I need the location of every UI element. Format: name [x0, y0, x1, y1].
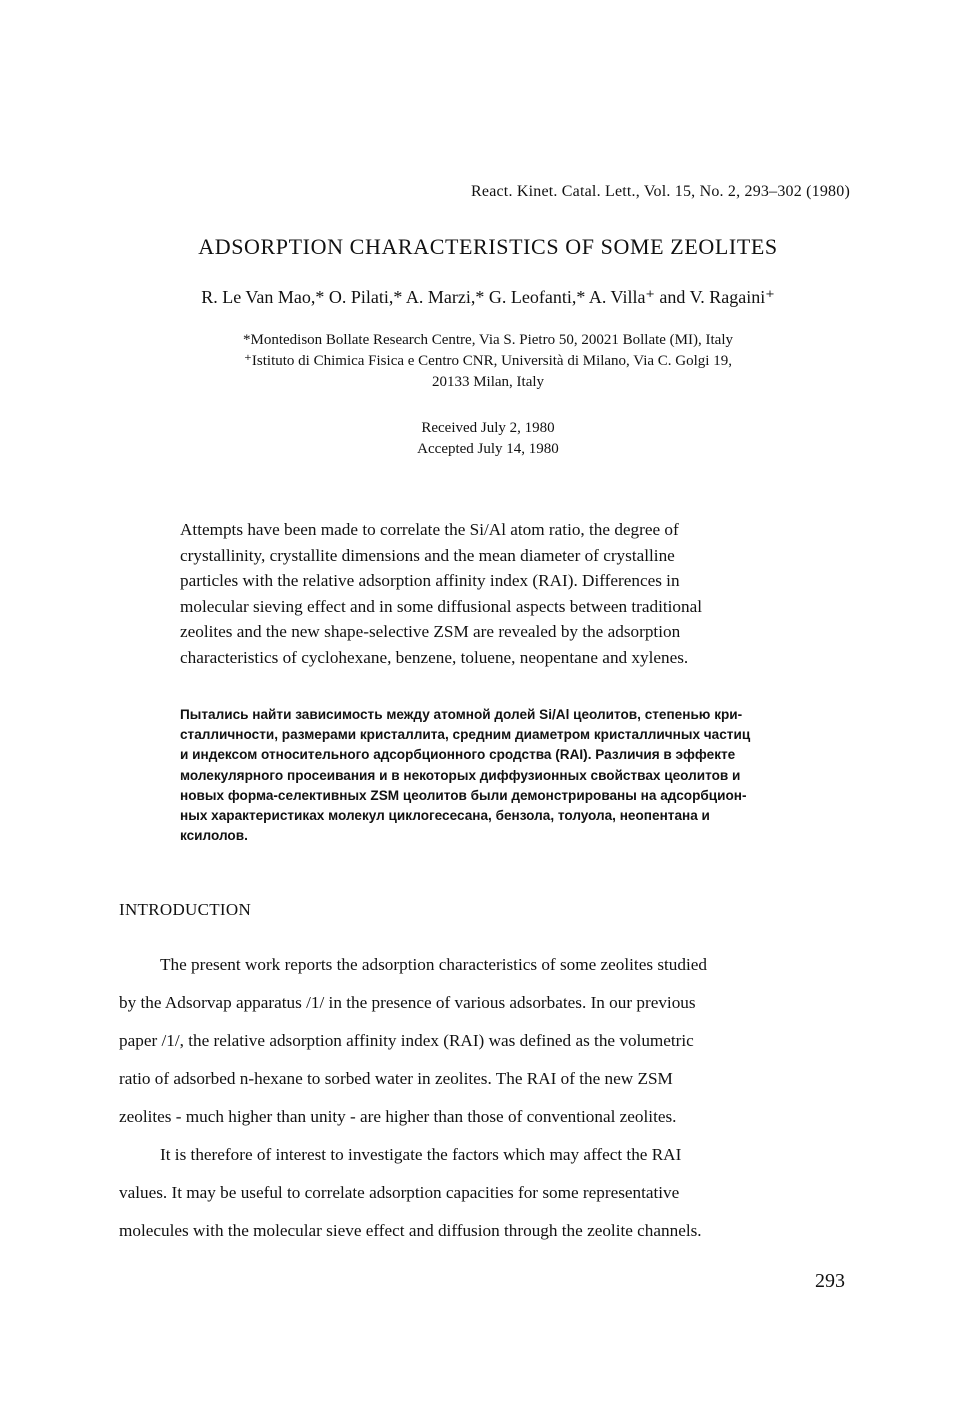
body-line: The present work reports the adsorption characteristics of some zeolites studied — [160, 955, 707, 974]
abstract-line: zeolites and the new shape-selective ZSM are revealed by the adsorption — [180, 622, 681, 641]
affiliation-line: 20133 Milan, Italy — [431, 374, 545, 390]
affiliation-line: *Montedison Bollate Research Centre, Via S. Pietro 50, 20021 Bollate (MI), Italy — [243, 332, 733, 348]
submission-dates — [0, 418, 976, 460]
journal-reference: React. Kinet. Catal. Lett., Vol. 15, No. 2, 293–302 (1980) — [471, 183, 850, 200]
abstract-ru-line: ных характеристиках молекул циклогесесана, бензола, толуола, неопентана и — [180, 808, 710, 824]
abstract-russian — [180, 705, 845, 846]
abstract-ru-line: ксилолов. — [180, 828, 248, 844]
affiliations — [0, 330, 976, 393]
abstract-ru-line: и индексом относительного адсорбционного сродства (RAI). Различия в эффекте — [180, 747, 736, 763]
paper-title: ADSORPTION CHARACTERISTICS OF SOME ZEOLITES — [198, 234, 778, 259]
body-line: zeolites - much higher than unity - are higher than those of conventional zeolites. — [119, 1107, 677, 1126]
body-line: by the Adsorvap apparatus /1/ in the presence of various adsorbates. In our previous — [119, 993, 696, 1012]
body-line: paper /1/, the relative adsorption affinity index (RAI) was defined as the volumetric — [119, 1031, 694, 1050]
received-date: Received July 2, 1980 — [421, 420, 555, 436]
accepted-date: Accepted July 14, 1980 — [417, 441, 559, 457]
author-list: R. Le Van Mao,* O. Pilati,* A. Marzi,* G. Leofanti,* A. Villa⁺ and V. Ragaini⁺ — [201, 287, 775, 307]
abstract-english — [180, 517, 845, 670]
abstract-ru-line: Пытались найти зависимость между атомной долей Si/Al цеолитов, степенью кри- — [180, 707, 743, 722]
abstract-ru-line: новых форма-селективных ZSM цеолитов были демонстрированы на адсорбцион- — [180, 787, 747, 803]
introduction-body — [119, 946, 859, 1250]
body-line: It is therefore of interest to investigate the factors which may affect the RAI — [160, 1145, 682, 1164]
abstract-line: particles with the relative adsorption affinity index (RAI). Differences in — [180, 571, 680, 590]
affiliation-line: ⁺Istituto di Chimica Fisica e Centro CNR, Università di Milano, Via C. Golgi 19, — [244, 353, 732, 369]
body-line: molecules with the molecular sieve effect and diffusion through the zeolite channels. — [119, 1221, 702, 1240]
abstract-line: characteristics of cyclohexane, benzene, toluene, neopentane and xylenes. — [180, 647, 689, 667]
abstract-line: Attempts have been made to correlate the Si/Al atom ratio, the degree of — [180, 520, 679, 539]
abstract-line: crystallinity, crystallite dimensions and the mean diameter of crystalline — [180, 545, 675, 565]
abstract-line: molecular sieving effect and in some diffusional aspects between traditional — [180, 596, 702, 616]
section-heading-introduction: INTRODUCTION — [119, 900, 252, 919]
body-line: ratio of adsorbed n-hexane to sorbed water in zeolites. The RAI of the new ZSM — [119, 1069, 673, 1088]
abstract-ru-line: сталличности, размерами кристаллита, средним диаметром кристалличных частиц — [180, 727, 751, 743]
abstract-ru-line: молекулярного просеивания и в некоторых диффузионных свойствах цеолитов и — [180, 767, 741, 783]
page-number: 293 — [815, 1270, 845, 1292]
body-line: values. It may be useful to correlate adsorption capacities for some representative — [119, 1183, 680, 1202]
